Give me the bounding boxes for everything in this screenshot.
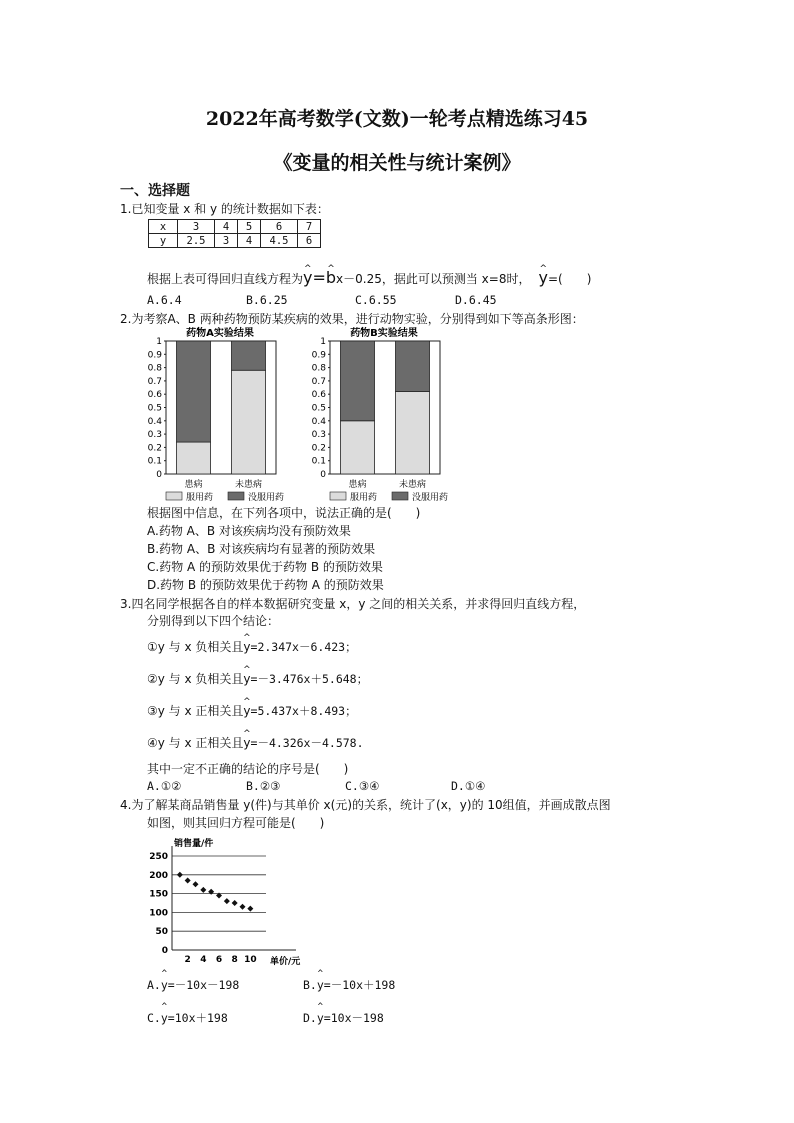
- item-equation: =－3.476x＋5.648；: [250, 672, 369, 686]
- y-tick-label: 0.6: [147, 390, 162, 401]
- y-tick-label: 0.3: [311, 430, 326, 441]
- legend-label: 服用药: [350, 493, 378, 503]
- q1-option-a: A.6.4: [147, 293, 182, 307]
- bar-segment: [177, 442, 211, 474]
- y-tick-label: 0.4: [311, 416, 326, 427]
- item-equation: =2.347x－6.423；: [250, 640, 357, 654]
- q3-option-a: A.①②: [147, 779, 182, 793]
- legend-swatch: [166, 492, 182, 500]
- table-cell: 3: [178, 220, 215, 234]
- table-cell: 4: [215, 220, 238, 234]
- scatter-point: [200, 887, 206, 893]
- legend-label: 服用药: [186, 493, 214, 503]
- option-equation: =10x＋198: [167, 1011, 228, 1025]
- item-equation: =5.437x＋8.493；: [250, 704, 357, 718]
- x-tick-label: 患病: [348, 480, 367, 490]
- y-tick-label: 0.3: [147, 430, 162, 441]
- table-cell: 5: [238, 220, 261, 234]
- bar-segment: [341, 341, 375, 421]
- q3-stem-line1: 3.四名同学根据各自的样本数据研究变量 x，y 之间的相关关系，并求得回归直线方程，: [120, 597, 586, 611]
- item-label: ③y 与 x 正相关且: [147, 704, 244, 718]
- q3-option-c: C.③④: [345, 779, 380, 793]
- item-label: ②y 与 x 负相关且: [147, 672, 244, 686]
- q3-stem-line2: 分别得到以下四个结论：: [147, 614, 280, 628]
- bar-segment: [396, 341, 430, 392]
- y-tick-label: 0.2: [311, 443, 326, 454]
- y-tick-label: 0.7: [147, 376, 162, 387]
- q2-option-b: B.药物 A、B 对该疾病均有显著的预防效果: [147, 542, 376, 556]
- option-equation: =－10x－198: [167, 978, 240, 992]
- q1-equation-line: [147, 270, 591, 287]
- option-equation: =10x－198: [323, 1011, 384, 1025]
- q4-stem-line2: 如图，则其回归方程可能是( ): [147, 816, 325, 830]
- option-letter: D.: [303, 1011, 317, 1025]
- chart-title: 药物A实验结果: [186, 328, 254, 339]
- q1-option-d: D.6.45: [455, 293, 497, 307]
- x-tick-label: 8: [231, 955, 238, 965]
- q3-item-3: [147, 703, 357, 719]
- x-axis-label: 单价/元: [270, 957, 301, 967]
- q1-stem: 1.已知变量 x 和 y 的统计数据如下表：: [120, 202, 329, 216]
- x-tick-label: 6: [215, 955, 223, 965]
- y-hat: ^ y: [538, 270, 547, 286]
- q2-question: 根据图中信息，在下列各项中，说法正确的是( ): [147, 506, 421, 520]
- table-row: [149, 234, 321, 248]
- q4-option-c: [147, 1010, 228, 1026]
- y-tick-label: 0.1: [311, 456, 326, 467]
- legend-swatch: [392, 492, 408, 500]
- x-tick-label: 未患病: [234, 480, 263, 490]
- q2-stem: 2.为考察A、B 两种药物预防某疾病的效果，进行动物实验，分别得到如下等高条形图：: [120, 312, 584, 326]
- y-hat: ^ y: [303, 270, 312, 286]
- q1-answer-blank: =( ): [547, 272, 592, 286]
- page-title: 2022年高考数学(文数)一轮考点精选练习45: [205, 108, 589, 130]
- y-tick-label: 0.5: [311, 403, 326, 414]
- q4-option-d: [303, 1010, 384, 1026]
- y-tick-label: 0.5: [147, 403, 162, 414]
- q2-option-a: A.药物 A、B 对该疾病均没有预防效果: [147, 524, 351, 538]
- table-cell: 7: [298, 220, 321, 234]
- item-equation: =－4.326x－4.578.: [250, 736, 364, 750]
- bar-segment: [341, 421, 375, 474]
- legend-label: 没服用药: [412, 493, 449, 503]
- y-tick-label: 250: [149, 852, 168, 862]
- chart-title: 药物B实验结果: [350, 328, 418, 339]
- bar-segment: [232, 370, 266, 474]
- q3-item-1: [147, 639, 357, 655]
- x-tick-label: 患病: [184, 480, 203, 490]
- option-letter: A.: [147, 978, 161, 992]
- drug-a-chart: [146, 326, 316, 506]
- y-tick-label: 0.8: [147, 363, 162, 374]
- x-tick-label: 2: [184, 955, 191, 965]
- option-letter: C.: [147, 1011, 161, 1025]
- scatter-point: [232, 900, 238, 906]
- y-tick-label: 1: [320, 337, 326, 347]
- option-equation: =－10x＋198: [323, 978, 396, 992]
- table-cell: 6: [261, 220, 298, 234]
- q1-option-b: B.6.25: [246, 293, 288, 307]
- y-tick-label: 0.6: [311, 390, 326, 401]
- y-tick-label: 0.2: [147, 443, 162, 454]
- b-hat: ^ b: [326, 270, 336, 286]
- y-hat: ^ y: [243, 639, 250, 655]
- drug-b-chart: [310, 326, 480, 506]
- y-tick-label: 0: [161, 946, 168, 956]
- scatter-point: [193, 881, 199, 887]
- section-heading: 一、选择题: [120, 183, 190, 199]
- table-cell: x: [149, 220, 178, 234]
- table-row: [149, 220, 321, 234]
- y-tick-label: 200: [149, 870, 168, 881]
- x-tick-label: 10: [244, 955, 257, 965]
- y-tick-label: 100: [149, 908, 168, 919]
- table-cell: 4: [238, 234, 261, 248]
- y-axis-label: 销售量/件: [174, 839, 214, 849]
- table-cell: 4.5: [261, 234, 298, 248]
- q3-option-d: D.①④: [451, 779, 486, 793]
- y-tick-label: 0.8: [311, 363, 326, 374]
- legend-label: 没服用药: [248, 493, 285, 503]
- y-tick-label: 0.7: [311, 376, 326, 387]
- legend-swatch: [330, 492, 346, 500]
- y-hat: ^ y: [161, 1011, 168, 1025]
- sales-scatter-chart: [140, 832, 330, 970]
- table-cell: 6: [298, 234, 321, 248]
- bar-segment: [177, 341, 211, 442]
- bar-segment: [232, 341, 266, 370]
- q3-item-2: [147, 671, 368, 687]
- q1-data-table: [148, 219, 321, 248]
- scatter-point: [224, 898, 230, 904]
- y-hat: ^ y: [317, 1011, 324, 1025]
- y-tick-label: 50: [155, 927, 168, 938]
- option-letter: B.: [303, 978, 317, 992]
- q3-question: 其中一定不正确的结论的序号是( ): [147, 762, 349, 776]
- y-tick-label: 0.4: [147, 416, 162, 427]
- q1-text-tail: x－0.25，据此可以预测当 x=8时，: [336, 272, 531, 286]
- q4-option-b: [303, 977, 395, 993]
- x-tick-label: 4: [200, 955, 207, 965]
- y-tick-label: 1: [156, 337, 162, 347]
- q3-option-b: B.②③: [246, 779, 281, 793]
- y-hat: ^ y: [161, 978, 168, 992]
- q2-option-d: D.药物 B 的预防效果优于药物 A 的预防效果: [147, 578, 384, 592]
- q2-option-c: C.药物 A 的预防效果优于药物 B 的预防效果: [147, 560, 383, 574]
- y-tick-label: 0: [156, 470, 162, 480]
- q3-item-4: [147, 735, 364, 751]
- item-label: ④y 与 x 正相关且: [147, 736, 244, 750]
- y-tick-label: 150: [149, 889, 168, 900]
- y-tick-label: 0: [320, 470, 326, 480]
- q1-option-c: C.6.55: [355, 293, 397, 307]
- scatter-point: [247, 906, 253, 912]
- y-tick-label: 0.9: [311, 350, 326, 361]
- table-cell: 3: [215, 234, 238, 248]
- y-tick-label: 0.9: [147, 350, 162, 361]
- q4-option-a: [147, 977, 239, 993]
- legend-swatch: [228, 492, 244, 500]
- q1-text: 根据上表可得回归直线方程为: [147, 272, 304, 286]
- y-hat: ^ y: [243, 671, 250, 687]
- table-cell: y: [149, 234, 178, 248]
- table-cell: 2.5: [178, 234, 215, 248]
- scatter-point: [185, 877, 191, 883]
- q4-stem-line1: 4.为了解某商品销售量 y(件)与其单价 x(元)的关系，统计了(x，y)的 10组值，并画成散点图: [120, 798, 611, 812]
- y-hat: ^ y: [243, 735, 250, 751]
- bar-segment: [396, 392, 430, 474]
- equals-sign: =: [312, 268, 326, 287]
- x-tick-label: 未患病: [398, 480, 427, 490]
- y-tick-label: 0.1: [147, 456, 162, 467]
- item-label: ①y 与 x 负相关且: [147, 640, 244, 654]
- scatter-point: [240, 904, 246, 910]
- page-subtitle: 《变量的相关性与统计案例》: [273, 152, 521, 174]
- y-hat: ^ y: [317, 978, 324, 992]
- y-hat: ^ y: [243, 703, 250, 719]
- scatter-point: [177, 872, 183, 878]
